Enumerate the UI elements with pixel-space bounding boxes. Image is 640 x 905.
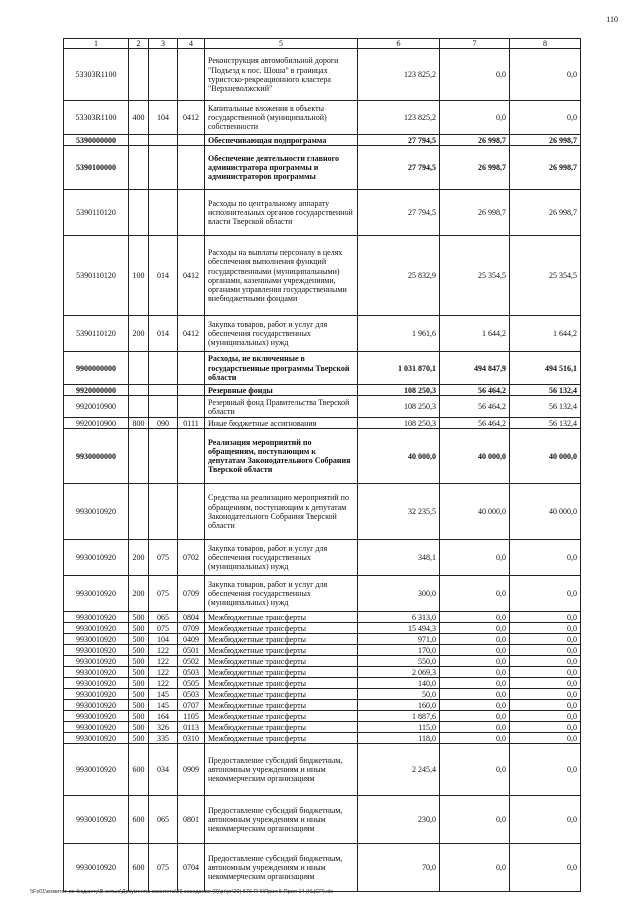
row-kvr-cell: 800 (129, 418, 149, 429)
row-amount-3-cell: 26 998,7 (510, 135, 581, 146)
row-amount-3-cell: 0,0 (510, 645, 581, 656)
row-amount-2-cell: 0,0 (440, 540, 510, 576)
row-section-cell: 0310 (178, 733, 205, 744)
row-name-cell: Расходы на выплаты персоналу в целях обеспечения выполнения функций государственными (муниципальными) органами, казенными учреждениями, органами управления государственными внебюджетными фондами (205, 236, 358, 316)
row-code-cell: 9920010900 (64, 396, 129, 418)
row-section-cell (178, 385, 205, 396)
row-section-cell: 0909 (178, 744, 205, 796)
table-row (64, 352, 581, 385)
row-kvr-cell: 200 (129, 576, 149, 612)
table-row (64, 484, 581, 540)
table-row (64, 135, 581, 146)
row-amount-3-cell: 40 000,0 (510, 429, 581, 484)
row-name-cell: Межбюджетные трансферты (205, 733, 358, 744)
row-amount-3-cell: 0,0 (510, 634, 581, 645)
row-amount-2-cell: 26 998,7 (440, 190, 510, 236)
row-amount-1-cell: 1 961,6 (358, 316, 440, 352)
row-code-cell: 9930010920 (64, 700, 129, 711)
row-kvr-cell: 600 (129, 796, 149, 844)
row-ved-cell: 014 (149, 236, 178, 316)
row-ved-cell: 104 (149, 101, 178, 135)
row-name-cell: Закупка товаров, работ и услуг для обеспечения государственных (муниципальных) нужд (205, 576, 358, 612)
row-name-cell: Реализация мероприятий по обращениям, поступающим к депутатам Законодательного Собрания Тверской области (205, 429, 358, 484)
row-section-cell (178, 352, 205, 385)
row-code-cell: 5390110120 (64, 316, 129, 352)
row-ved-cell: 075 (149, 844, 178, 892)
row-code-cell: 5390110120 (64, 190, 129, 236)
row-amount-1-cell: 1 887,6 (358, 711, 440, 722)
row-amount-3-cell: 56 132,4 (510, 385, 581, 396)
row-amount-3-cell: 0,0 (510, 744, 581, 796)
row-section-cell: 0804 (178, 612, 205, 623)
row-ved-cell (149, 190, 178, 236)
row-name-cell: Иные бюджетные ассигнования (205, 418, 358, 429)
row-amount-2-cell: 0,0 (440, 722, 510, 733)
header-cell: 7 (440, 39, 510, 49)
row-amount-2-cell: 0,0 (440, 49, 510, 101)
table-row (64, 796, 581, 844)
row-name-cell: Предоставление субсидий бюджетным, автономным учреждениям и иным некоммерческим организациям (205, 796, 358, 844)
row-ved-cell: 104 (149, 634, 178, 645)
row-section-cell: 0503 (178, 667, 205, 678)
row-kvr-cell (129, 135, 149, 146)
row-code-cell: 9930010920 (64, 645, 129, 656)
row-section-cell: 0113 (178, 722, 205, 733)
row-kvr-cell: 500 (129, 612, 149, 623)
row-amount-1-cell: 70,0 (358, 844, 440, 892)
row-name-cell: Расходы, не включенные в государственные программы Тверской области (205, 352, 358, 385)
row-amount-1-cell: 40 000,0 (358, 429, 440, 484)
row-name-cell: Обеспечивающая подпрограмма (205, 135, 358, 146)
row-amount-3-cell: 0,0 (510, 733, 581, 744)
row-kvr-cell (129, 429, 149, 484)
row-section-cell: 0503 (178, 689, 205, 700)
row-ved-cell: 122 (149, 645, 178, 656)
row-amount-2-cell: 0,0 (440, 796, 510, 844)
row-ved-cell (149, 352, 178, 385)
table-row (64, 236, 581, 316)
row-name-cell: Средства на реализацию мероприятий по обращениям, поступающим к депутатам Законодательного Собрания Тверской области (205, 484, 358, 540)
row-name-cell: Межбюджетные трансферты (205, 623, 358, 634)
row-amount-3-cell: 26 998,7 (510, 190, 581, 236)
row-name-cell: Резервные фонды (205, 385, 358, 396)
row-code-cell: 9930010920 (64, 722, 129, 733)
row-name-cell: Межбюджетные трансферты (205, 634, 358, 645)
row-kvr-cell: 400 (129, 101, 149, 135)
row-name-cell: Межбюджетные трансферты (205, 645, 358, 656)
row-amount-1-cell: 348,1 (358, 540, 440, 576)
budget-table (63, 38, 581, 892)
row-amount-2-cell: 0,0 (440, 700, 510, 711)
row-kvr-cell (129, 190, 149, 236)
row-ved-cell (149, 49, 178, 101)
row-kvr-cell: 500 (129, 711, 149, 722)
table-row (64, 844, 581, 892)
row-code-cell: 9900000000 (64, 352, 129, 385)
row-kvr-cell: 500 (129, 634, 149, 645)
row-code-cell: 9930010920 (64, 733, 129, 744)
row-kvr-cell (129, 49, 149, 101)
row-amount-1-cell: 230,0 (358, 796, 440, 844)
row-name-cell: Межбюджетные трансферты (205, 667, 358, 678)
row-amount-2-cell: 56 464,2 (440, 418, 510, 429)
row-section-cell: 0709 (178, 576, 205, 612)
row-amount-2-cell: 40 000,0 (440, 429, 510, 484)
row-name-cell: Предоставление субсидий бюджетным, автономным учреждениям и иным некоммерческим организациям (205, 844, 358, 892)
row-ved-cell: 122 (149, 678, 178, 689)
table-row (64, 667, 581, 678)
table-row (64, 700, 581, 711)
table-body (64, 39, 581, 892)
row-kvr-cell: 500 (129, 722, 149, 733)
row-amount-2-cell: 0,0 (440, 634, 510, 645)
row-name-cell: Межбюджетные трансферты (205, 678, 358, 689)
row-amount-2-cell: 494 847,9 (440, 352, 510, 385)
row-amount-2-cell: 1 644,2 (440, 316, 510, 352)
row-ved-cell: 075 (149, 576, 178, 612)
row-amount-3-cell: 0,0 (510, 844, 581, 892)
row-name-cell: Реконструкция автомобильной дороги "Подъезд к пос. Шоша" в границах туристско-рекреационного кластера "Верхневолжский" (205, 49, 358, 101)
row-amount-1-cell: 27 794,5 (358, 146, 440, 190)
row-amount-3-cell: 0,0 (510, 711, 581, 722)
row-amount-3-cell: 0,0 (510, 722, 581, 733)
row-code-cell: 53303R1100 (64, 101, 129, 135)
table-row (64, 190, 581, 236)
header-cell: 1 (64, 39, 129, 49)
row-amount-2-cell: 0,0 (440, 667, 510, 678)
row-amount-2-cell: 0,0 (440, 711, 510, 722)
row-ved-cell: 145 (149, 700, 178, 711)
table-row (64, 540, 581, 576)
row-amount-3-cell: 56 132,4 (510, 418, 581, 429)
row-amount-3-cell: 0,0 (510, 540, 581, 576)
row-code-cell: 9930010920 (64, 634, 129, 645)
row-amount-2-cell: 0,0 (440, 623, 510, 634)
row-amount-1-cell: 550,0 (358, 656, 440, 667)
row-amount-1-cell: 2 069,3 (358, 667, 440, 678)
file-path-footer: \\Fs01\комитет по бюджету\В сетью\Документы комитета\29 заседание (9)\pr\pr\29) 576-П-6\Прил 5 Прил 14 (КЦСР).xls (30, 889, 333, 895)
row-kvr-cell: 100 (129, 236, 149, 316)
row-code-cell: 9920010900 (64, 418, 129, 429)
row-section-cell: 0505 (178, 678, 205, 689)
row-code-cell: 5390100000 (64, 146, 129, 190)
row-kvr-cell: 500 (129, 656, 149, 667)
row-code-cell: 9930010920 (64, 711, 129, 722)
row-ved-cell: 034 (149, 744, 178, 796)
row-ved-cell: 075 (149, 540, 178, 576)
table-row (64, 146, 581, 190)
row-amount-3-cell: 0,0 (510, 612, 581, 623)
header-cell: 8 (510, 39, 581, 49)
row-amount-3-cell: 0,0 (510, 576, 581, 612)
table-row (64, 385, 581, 396)
table-row (64, 576, 581, 612)
row-section-cell: 0704 (178, 844, 205, 892)
row-section-cell: 0707 (178, 700, 205, 711)
row-amount-3-cell: 0,0 (510, 656, 581, 667)
row-amount-1-cell: 971,0 (358, 634, 440, 645)
row-amount-2-cell: 56 464,2 (440, 385, 510, 396)
row-section-cell: 0709 (178, 623, 205, 634)
row-code-cell: 9930010920 (64, 744, 129, 796)
table-row (64, 645, 581, 656)
page-number: 110 (606, 15, 618, 24)
table-row (64, 396, 581, 418)
row-amount-1-cell: 25 832,9 (358, 236, 440, 316)
row-ved-cell (149, 135, 178, 146)
table-row (64, 711, 581, 722)
header-cell: 6 (358, 39, 440, 49)
row-section-cell: 0502 (178, 656, 205, 667)
row-amount-1-cell: 27 794,5 (358, 135, 440, 146)
row-name-cell: Закупка товаров, работ и услуг для обеспечения государственных (муниципальных) нужд (205, 540, 358, 576)
row-name-cell: Межбюджетные трансферты (205, 722, 358, 733)
row-amount-3-cell: 0,0 (510, 689, 581, 700)
row-kvr-cell: 500 (129, 733, 149, 744)
table-row (64, 634, 581, 645)
table-row (64, 429, 581, 484)
row-kvr-cell: 500 (129, 623, 149, 634)
row-code-cell: 9930010920 (64, 796, 129, 844)
row-amount-3-cell: 0,0 (510, 49, 581, 101)
row-code-cell: 5390000000 (64, 135, 129, 146)
row-amount-1-cell: 2 245,4 (358, 744, 440, 796)
row-code-cell: 9920000000 (64, 385, 129, 396)
header-cell: 3 (149, 39, 178, 49)
table-row (64, 656, 581, 667)
row-amount-2-cell: 0,0 (440, 844, 510, 892)
row-name-cell: Резервный фонд Правительства Тверской области (205, 396, 358, 418)
row-code-cell: 9930010920 (64, 484, 129, 540)
row-amount-3-cell: 494 516,1 (510, 352, 581, 385)
row-amount-3-cell: 0,0 (510, 796, 581, 844)
row-amount-3-cell: 0,0 (510, 623, 581, 634)
row-amount-1-cell: 140,0 (358, 678, 440, 689)
table-row (64, 623, 581, 634)
table-row (64, 316, 581, 352)
row-section-cell (178, 135, 205, 146)
row-amount-1-cell: 160,0 (358, 700, 440, 711)
row-code-cell: 9930010920 (64, 612, 129, 623)
header-row (64, 39, 581, 49)
row-ved-cell: 145 (149, 689, 178, 700)
table-row (64, 733, 581, 744)
row-kvr-cell (129, 484, 149, 540)
row-code-cell: 9930010920 (64, 678, 129, 689)
row-section-cell: 0111 (178, 418, 205, 429)
row-ved-cell: 122 (149, 667, 178, 678)
row-section-cell (178, 429, 205, 484)
row-kvr-cell (129, 385, 149, 396)
table-row (64, 744, 581, 796)
row-kvr-cell: 600 (129, 844, 149, 892)
header-cell: 4 (178, 39, 205, 49)
row-amount-3-cell: 0,0 (510, 101, 581, 135)
row-section-cell (178, 49, 205, 101)
row-code-cell: 9930010920 (64, 667, 129, 678)
row-section-cell (178, 146, 205, 190)
row-code-cell: 9930010920 (64, 623, 129, 634)
row-amount-1-cell: 108 250,3 (358, 396, 440, 418)
row-amount-3-cell: 25 354,5 (510, 236, 581, 316)
row-amount-3-cell: 0,0 (510, 667, 581, 678)
row-code-cell: 9930010920 (64, 689, 129, 700)
row-kvr-cell: 200 (129, 540, 149, 576)
row-section-cell: 0412 (178, 236, 205, 316)
row-ved-cell: 164 (149, 711, 178, 722)
row-section-cell: 0501 (178, 645, 205, 656)
row-section-cell: 0702 (178, 540, 205, 576)
row-ved-cell (149, 146, 178, 190)
row-section-cell (178, 190, 205, 236)
row-kvr-cell (129, 352, 149, 385)
row-code-cell: 53303R1100 (64, 49, 129, 101)
row-code-cell: 9930010920 (64, 656, 129, 667)
row-kvr-cell: 200 (129, 316, 149, 352)
row-amount-1-cell: 32 235,5 (358, 484, 440, 540)
row-kvr-cell: 600 (129, 744, 149, 796)
table-row (64, 101, 581, 135)
row-amount-1-cell: 118,0 (358, 733, 440, 744)
row-kvr-cell: 500 (129, 645, 149, 656)
row-amount-1-cell: 50,0 (358, 689, 440, 700)
row-ved-cell: 075 (149, 623, 178, 634)
row-ved-cell: 090 (149, 418, 178, 429)
row-name-cell: Межбюджетные трансферты (205, 689, 358, 700)
row-name-cell: Межбюджетные трансферты (205, 700, 358, 711)
header-cell: 2 (129, 39, 149, 49)
header-cell: 5 (205, 39, 358, 49)
row-amount-1-cell: 300,0 (358, 576, 440, 612)
row-amount-2-cell: 0,0 (440, 733, 510, 744)
row-amount-2-cell: 0,0 (440, 612, 510, 623)
row-amount-2-cell: 0,0 (440, 689, 510, 700)
row-amount-1-cell: 170,0 (358, 645, 440, 656)
row-section-cell: 0412 (178, 316, 205, 352)
row-section-cell: 0412 (178, 101, 205, 135)
table-row (64, 722, 581, 733)
row-section-cell (178, 396, 205, 418)
row-name-cell: Межбюджетные трансферты (205, 656, 358, 667)
row-name-cell: Капитальные вложения в объекты государственной (муниципальной) собственности (205, 101, 358, 135)
row-amount-2-cell: 0,0 (440, 576, 510, 612)
table-row (64, 678, 581, 689)
row-amount-3-cell: 40 000,0 (510, 484, 581, 540)
row-kvr-cell: 500 (129, 700, 149, 711)
row-name-cell: Обеспечение деятельности главного администратора программы и администраторов программы (205, 146, 358, 190)
row-ved-cell: 122 (149, 656, 178, 667)
row-amount-1-cell: 108 250,3 (358, 418, 440, 429)
row-section-cell: 0409 (178, 634, 205, 645)
row-amount-1-cell: 6 313,0 (358, 612, 440, 623)
row-amount-1-cell: 123 825,2 (358, 101, 440, 135)
row-name-cell: Расходы по центральному аппарату исполнительных органов государственной власти Тверской области (205, 190, 358, 236)
row-ved-cell: 335 (149, 733, 178, 744)
row-kvr-cell: 500 (129, 689, 149, 700)
row-ved-cell (149, 385, 178, 396)
table-row (64, 689, 581, 700)
table-row (64, 49, 581, 101)
row-section-cell: 1105 (178, 711, 205, 722)
row-amount-1-cell: 115,0 (358, 722, 440, 733)
row-amount-3-cell: 0,0 (510, 678, 581, 689)
row-amount-2-cell: 0,0 (440, 744, 510, 796)
row-ved-cell: 065 (149, 612, 178, 623)
row-name-cell: Межбюджетные трансферты (205, 612, 358, 623)
row-amount-1-cell: 123 825,2 (358, 49, 440, 101)
row-code-cell: 5390110120 (64, 236, 129, 316)
row-amount-3-cell: 26 998,7 (510, 146, 581, 190)
row-kvr-cell: 500 (129, 667, 149, 678)
row-ved-cell: 326 (149, 722, 178, 733)
row-ved-cell (149, 396, 178, 418)
row-amount-3-cell: 56 132,4 (510, 396, 581, 418)
row-amount-1-cell: 1 031 870,1 (358, 352, 440, 385)
row-amount-3-cell: 1 644,2 (510, 316, 581, 352)
row-code-cell: 9930010920 (64, 576, 129, 612)
row-code-cell: 9930010920 (64, 540, 129, 576)
table-row (64, 418, 581, 429)
row-amount-1-cell: 27 794,5 (358, 190, 440, 236)
row-amount-1-cell: 108 250,3 (358, 385, 440, 396)
row-code-cell: 9930000000 (64, 429, 129, 484)
row-section-cell: 0801 (178, 796, 205, 844)
row-amount-2-cell: 26 998,7 (440, 146, 510, 190)
row-name-cell: Закупка товаров, работ и услуг для обеспечения государственных (муниципальных) нужд (205, 316, 358, 352)
row-ved-cell: 065 (149, 796, 178, 844)
row-section-cell (178, 484, 205, 540)
row-amount-3-cell: 0,0 (510, 700, 581, 711)
row-amount-2-cell: 25 354,5 (440, 236, 510, 316)
row-amount-2-cell: 0,0 (440, 645, 510, 656)
row-name-cell: Межбюджетные трансферты (205, 711, 358, 722)
row-name-cell: Предоставление субсидий бюджетным, автономным учреждениям и иным некоммерческим организациям (205, 744, 358, 796)
row-amount-2-cell: 0,0 (440, 678, 510, 689)
row-amount-2-cell: 0,0 (440, 101, 510, 135)
row-ved-cell (149, 484, 178, 540)
row-amount-2-cell: 56 464,2 (440, 396, 510, 418)
row-amount-1-cell: 15 494,3 (358, 623, 440, 634)
table-row (64, 612, 581, 623)
row-ved-cell: 014 (149, 316, 178, 352)
row-kvr-cell (129, 146, 149, 190)
row-amount-2-cell: 26 998,7 (440, 135, 510, 146)
row-kvr-cell: 500 (129, 678, 149, 689)
row-amount-2-cell: 0,0 (440, 656, 510, 667)
row-amount-2-cell: 40 000,0 (440, 484, 510, 540)
row-ved-cell (149, 429, 178, 484)
row-code-cell: 9930010920 (64, 844, 129, 892)
row-kvr-cell (129, 396, 149, 418)
